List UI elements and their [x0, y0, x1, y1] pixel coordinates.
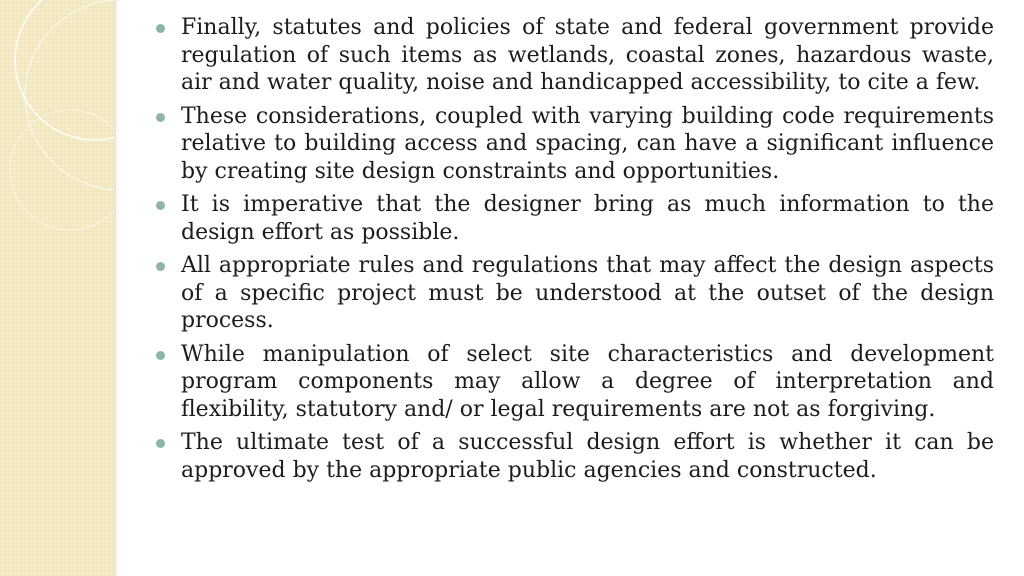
bullet-text: The ultimate test of a successful design effort is whether it can be approved by the appropriate public agencies and constructed. — [181, 430, 994, 483]
bullet-item — [156, 341, 994, 424]
bullet-item — [156, 429, 994, 484]
bullet-text: Finally, statutes and policies of state and federal government provide regulation of such items as wetlands, coastal zones, hazardous waste, air and water quality, noise and handicapped accessibility, to cite a few. — [181, 15, 994, 95]
bullet-icon — [156, 262, 165, 271]
bullet-item — [156, 103, 994, 186]
decorative-side-band — [0, 0, 114, 576]
bullet-icon — [156, 113, 165, 122]
bullet-item — [156, 191, 994, 246]
bullet-item — [156, 252, 994, 335]
slide-content — [156, 14, 994, 490]
bullet-text: While manipulation of select site characteristics and development program components may allow a degree of interpretation and flexibility, statutory and/ or legal requirements are not as forgiving. — [181, 341, 994, 422]
bullet-icon — [156, 24, 165, 33]
bullet-list — [156, 14, 994, 484]
bullet-item — [156, 14, 994, 97]
decorative-arcs-graphic — [0, 0, 114, 576]
bullet-text: These considerations, coupled with varying building code requirements relative to building access and spacing, can have a significant influence by creating site design constraints and opportunities. — [181, 103, 994, 184]
bullet-text: It is imperative that the designer bring as much information to the design effort as possible. — [181, 192, 994, 245]
bullet-icon — [156, 201, 165, 210]
bullet-icon — [156, 351, 165, 360]
bullet-text: All appropriate rules and regulations that may affect the design aspects of a specific project must be understood at the outset of the design process. — [181, 253, 994, 333]
band-edge-shadow — [114, 0, 118, 576]
bullet-icon — [156, 439, 165, 448]
